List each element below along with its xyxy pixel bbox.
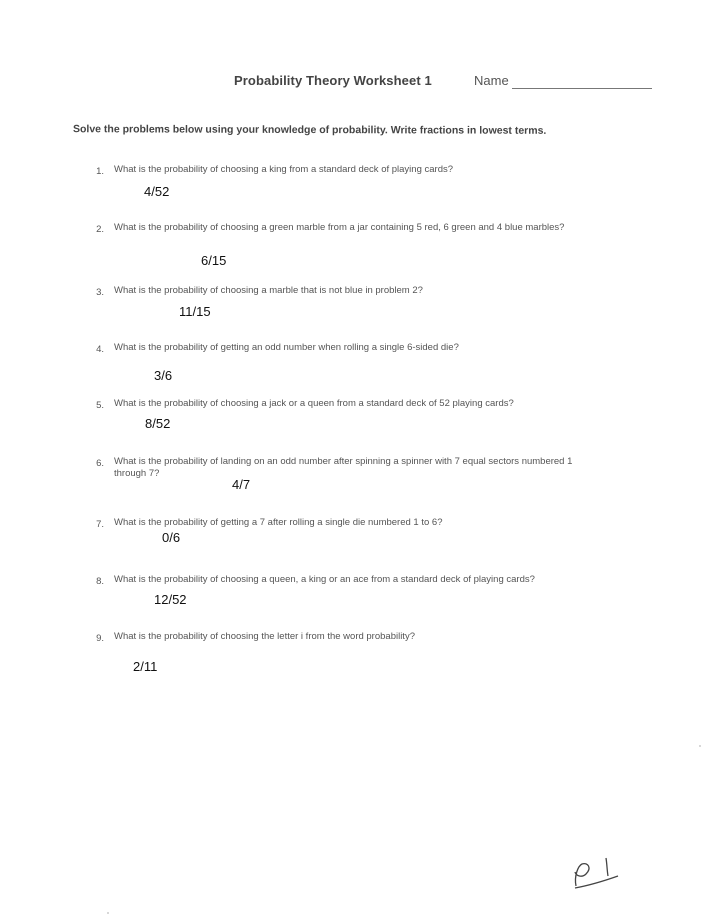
question-text: What is the probability of choosing a jack or a queen from a standard deck of 52 playing cards? [114,398,514,409]
answer: 4/52 [144,184,170,199]
question-number: 2. [96,224,104,235]
question-text: What is the probability of choosing the letter i from the word probability? [114,631,415,642]
question-text: What is the probability of choosing a marble that is not blue in problem 2? [114,285,423,296]
page-title: Probability Theory Worksheet 1 [234,73,432,88]
question-number: 6. [96,458,104,469]
answer: 2/11 [133,659,158,674]
name-line [512,88,652,89]
answer: 0/6 [162,530,181,545]
question-number: 9. [96,633,104,644]
answer: 4/7 [232,477,251,492]
question-text: What is the probability of choosing a king from a standard deck of playing cards? [114,164,454,175]
name-label: Name [474,73,509,88]
question-text: What is the probability of choosing a queen, a king or an ace from a standard deck of playing cards? [114,574,535,585]
answer: 3/6 [154,368,173,383]
instructions: Solve the problems below using your knowledge of probability. Write fractions in lowest terms. [72,123,547,137]
question-text: What is the probability of getting an odd number when rolling a single 6-sided die? [114,342,459,353]
question-number: 8. [96,576,104,587]
scan-speck [107,912,109,914]
question-number: 4. [96,344,104,355]
question-text: What is the probability of getting a 7 after rolling a single die numbered 1 to 6? [114,517,443,528]
answer: 8/52 [145,416,171,431]
scan-speck [699,745,701,747]
handwritten-page-mark [566,846,626,896]
question-number: 5. [96,400,104,411]
question-number: 1. [96,166,104,177]
answer: 6/15 [201,253,227,268]
question-number: 7. [96,519,104,530]
question-text: What is the probability of choosing a green marble from a jar containing 5 red, 6 green and 4 blue marbles? [114,222,565,233]
answer: 11/15 [179,304,211,319]
answer: 12/52 [154,592,187,607]
question-text: What is the probability of landing on an odd number after spinning a spinner with 7 equal sectors numbered 1 through 7? [114,456,573,479]
question-number: 3. [96,287,104,298]
